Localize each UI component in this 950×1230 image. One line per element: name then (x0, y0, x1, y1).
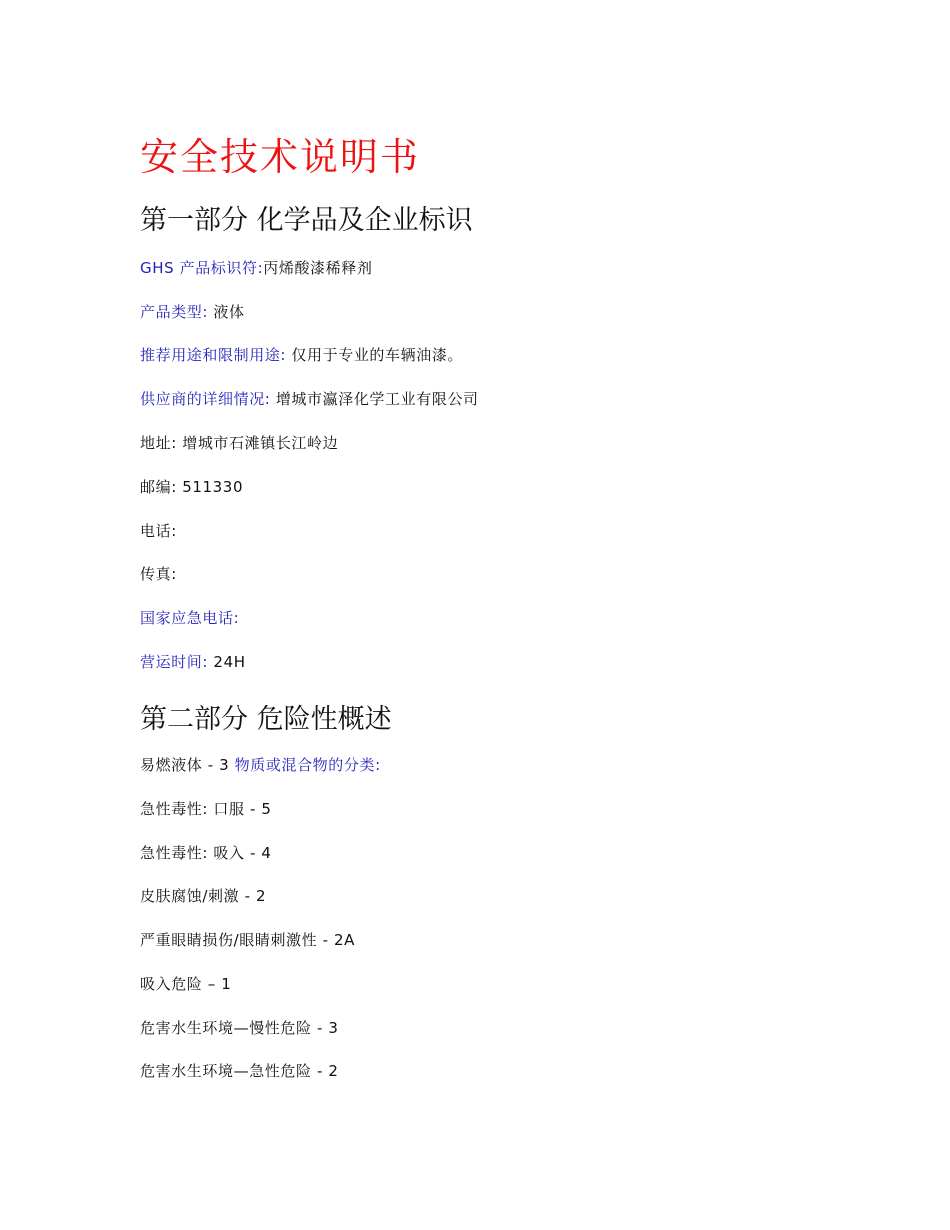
hazard-item: 皮肤腐蚀/刺激 - 2 (140, 887, 267, 905)
product-type-line (140, 302, 245, 322)
ghs-identifier-value: 丙烯酸漆稀释剂 (263, 259, 373, 277)
hazard-item: 吸入危险 – 1 (140, 975, 232, 993)
operating-hours-label: 营运时间: (140, 653, 209, 671)
section-heading-part2: 第二部分 危险性概述 (140, 704, 392, 735)
supplier-line (140, 389, 479, 409)
phone-line: 电话: (140, 522, 177, 540)
hazard-item: 急性毒性: 口服 - 5 (140, 800, 272, 818)
recommended-use-line (140, 345, 463, 365)
supplier-value: 增城市瀛泽化学工业有限公司 (270, 390, 479, 408)
section-heading-part1: 第一部分 化学品及企业标识 (140, 205, 473, 236)
operating-hours-line (140, 652, 246, 672)
product-type-value: 液体 (208, 303, 245, 321)
document-title: 安全技术说明书 (140, 135, 421, 179)
classification-label: 物质或混合物的分类: (234, 756, 381, 774)
product-type-label: 产品类型: (140, 303, 209, 321)
address-line: 地址: 增城市石滩镇长江岭边 (140, 434, 339, 452)
operating-hours-value: 24H (208, 653, 246, 671)
hazard-item: 危害水生环境—慢性危险 - 3 (140, 1019, 339, 1037)
hazard-item: 严重眼睛损伤/眼睛刺激性 - 2A (140, 931, 356, 949)
hazard-item: 危害水生环境—急性危险 - 2 (140, 1062, 339, 1080)
flammable-value: 易燃液体 - 3 (140, 756, 235, 774)
recommended-use-value: 仅用于专业的车辆油漆。 (286, 346, 464, 364)
postcode-line: 邮编: 511330 (140, 478, 244, 496)
ghs-identifier-line (140, 258, 372, 278)
recommended-use-label: 推荐用途和限制用途: (140, 346, 287, 364)
emergency-phone-line: 国家应急电话: (140, 609, 240, 627)
flammable-line (140, 755, 381, 775)
ghs-identifier-label: GHS 产品标识符: (140, 259, 264, 277)
fax-line: 传真: (140, 565, 177, 583)
supplier-label: 供应商的详细情况: (140, 390, 271, 408)
hazard-item: 急性毒性: 吸入 - 4 (140, 844, 272, 862)
